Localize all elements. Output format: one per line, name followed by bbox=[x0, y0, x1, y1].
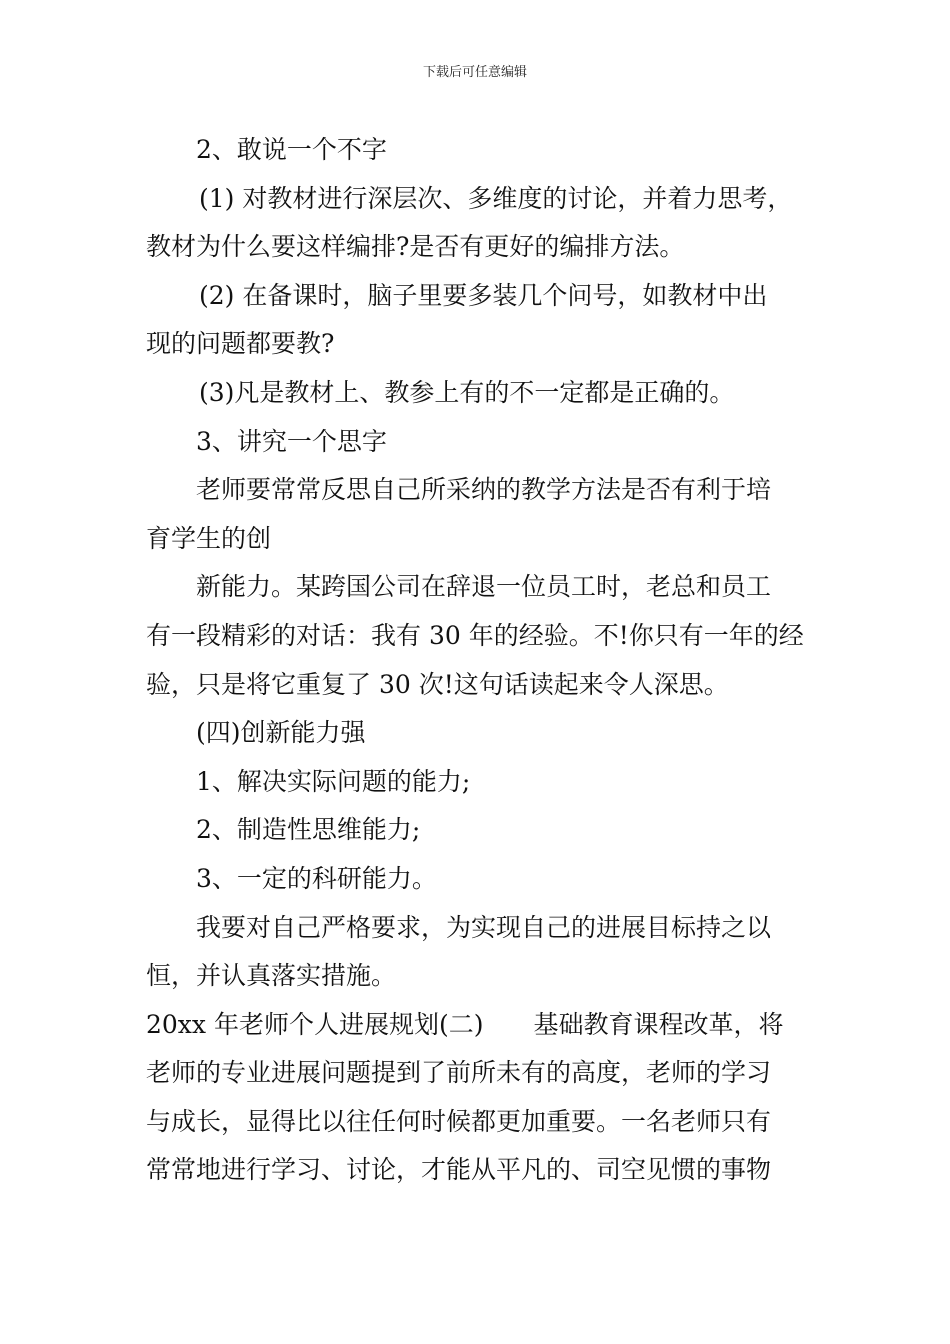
text-line: 教材为什么要这样编排?是否有更好的编排方法。 bbox=[146, 232, 685, 262]
text-line: 常常地进行学习、讨论，才能从平凡的、司空见惯的事物 bbox=[146, 1155, 772, 1185]
text-line: 2、制造性思维能力; bbox=[196, 815, 421, 845]
text-line: 1、解决实际问题的能力; bbox=[196, 766, 471, 796]
text-line: 恒，并认真落实措施。 bbox=[146, 961, 397, 991]
text-line: 与成长，显得比以往任何时候都更加重要。一名老师只有 bbox=[146, 1106, 772, 1136]
text-line: 2、敢说一个不字 bbox=[196, 135, 387, 164]
section-heading-line: 20xx 年老师个人进展规划(二) 基础教育课程改革，将 bbox=[146, 1009, 784, 1039]
text-line: (1) 对教材进行深层次、多维度的讨论，并着力思考， bbox=[199, 183, 793, 213]
text-line: 3、一定的科研能力。 bbox=[196, 863, 437, 893]
text-line: 老师要常常反思自己所采纳的教学方法是否有利于培 bbox=[196, 475, 772, 505]
text-line: 现的问题都要教? bbox=[146, 329, 335, 359]
text-line: 验，只是将它重复了 30 次!这句话读起来令人深思。 bbox=[146, 669, 729, 699]
text-line: 育学生的创 bbox=[146, 523, 272, 553]
text-line: 有一段精彩的对话：我有 30 年的经验。不!你只有一年的经 bbox=[146, 620, 804, 650]
text-line: 3、讲究一个思字 bbox=[196, 426, 387, 456]
page-header-note: 下载后可任意编辑 bbox=[422, 65, 527, 80]
text-line: (3)凡是教材上、教参上有的不一定都是正确的。 bbox=[199, 377, 735, 407]
document-body bbox=[146, 126, 822, 1195]
text-line: 新能力。某跨国公司在辞退一位员工时，老总和员工 bbox=[196, 572, 772, 602]
text-line: 老师的专业进展问题提到了前所未有的高度，老师的学习 bbox=[146, 1058, 772, 1088]
text-line: (2) 在备课时，脑子里要多装几个问号，如教材中出 bbox=[199, 280, 768, 310]
text-line: (四)创新能力强 bbox=[196, 718, 366, 748]
text-line: 我要对自己严格要求，为实现自己的进展目标持之以 bbox=[196, 912, 772, 942]
